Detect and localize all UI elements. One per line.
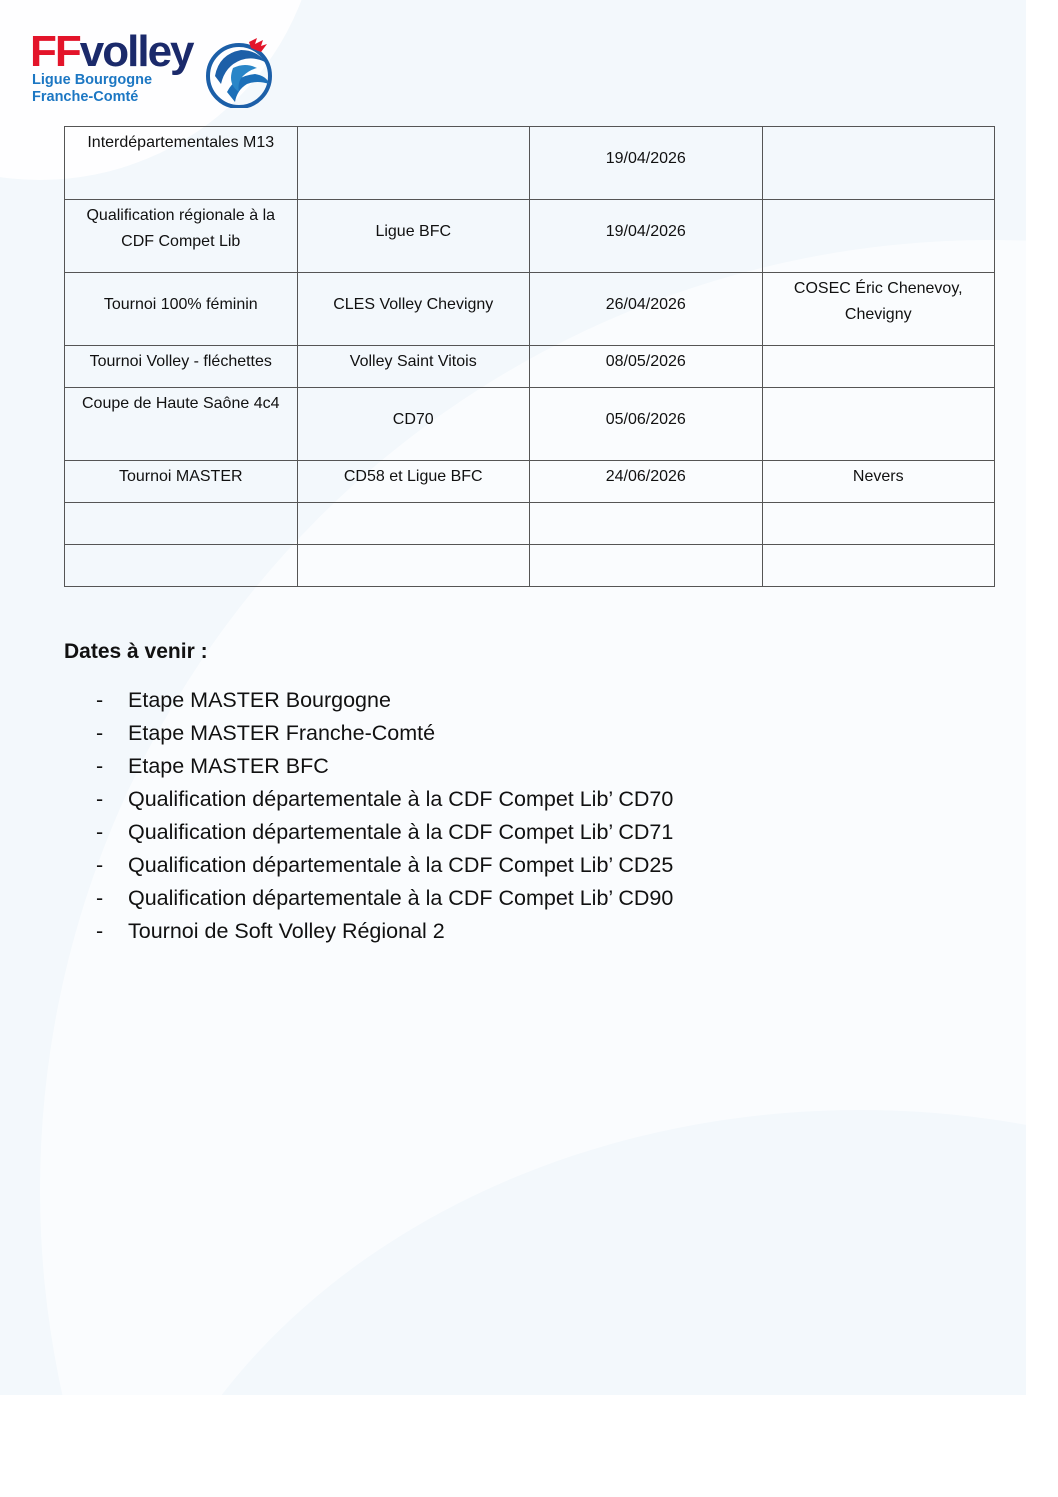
ffvolley-logo — [30, 27, 280, 110]
cell-organizer — [297, 503, 530, 545]
bullet-dash: - — [96, 754, 104, 778]
list-item-text: Etape MASTER Bourgogne — [128, 688, 391, 712]
table-row — [65, 503, 995, 545]
table-row — [65, 200, 995, 273]
logo-wordmark — [30, 27, 193, 76]
cell-date: 24/06/2026 — [530, 461, 763, 503]
table-row — [65, 127, 995, 200]
cell-date: 05/06/2026 — [530, 388, 763, 461]
list-item-text: Qualification départementale à la CDF Compet Lib’ CD71 — [128, 820, 674, 844]
bullet-dash: - — [96, 919, 104, 943]
logo-subtitle-line2: Franche-Comté — [32, 89, 139, 105]
cell-event: Coupe de Haute Saône 4c4 — [65, 388, 298, 461]
list-item — [96, 751, 673, 784]
list-item — [96, 718, 673, 751]
table-row — [65, 461, 995, 503]
list-item — [96, 850, 673, 883]
bullet-dash: - — [96, 820, 104, 844]
list-item-text: Qualification départementale à la CDF Compet Lib’ CD25 — [128, 853, 674, 877]
cell-date — [530, 503, 763, 545]
cell-date: 08/05/2026 — [530, 346, 763, 388]
cell-organizer — [297, 545, 530, 587]
cell-date — [530, 545, 763, 587]
rooster-volleyball-emblem-icon — [205, 32, 277, 108]
list-item-text: Etape MASTER Franche-Comté — [128, 721, 436, 745]
bullet-dash: - — [96, 688, 104, 712]
bullet-dash: - — [96, 721, 104, 745]
cell-location — [762, 388, 995, 461]
cell-event: Interdépartementales M13 — [65, 127, 298, 200]
cell-event — [65, 503, 298, 545]
cell-location — [762, 503, 995, 545]
cell-event: Qualification régionale à la CDF Compet Lib — [65, 200, 298, 273]
table-row — [65, 346, 995, 388]
cell-organizer: Ligue BFC — [297, 200, 530, 273]
logo-subtitle — [32, 72, 152, 106]
bullet-dash: - — [96, 853, 104, 877]
cell-location — [762, 545, 995, 587]
list-item-text: Qualification départementale à la CDF Compet Lib’ CD70 — [128, 787, 674, 811]
list-item — [96, 685, 673, 718]
list-item — [96, 784, 673, 817]
cell-location — [762, 346, 995, 388]
cell-date: 26/04/2026 — [530, 273, 763, 346]
cell-date: 19/04/2026 — [530, 200, 763, 273]
table-row — [65, 388, 995, 461]
logo-ff: FF — [30, 27, 80, 76]
list-item — [96, 817, 673, 850]
table-row — [65, 545, 995, 587]
bullet-dash: - — [96, 886, 104, 910]
events-table — [64, 126, 995, 587]
list-item — [96, 883, 673, 916]
logo-volley: volley — [79, 27, 193, 76]
list-item-text: Tournoi de Soft Volley Régional 2 — [128, 919, 445, 943]
cell-location — [762, 127, 995, 200]
table-row — [65, 273, 995, 346]
cell-date: 19/04/2026 — [530, 127, 763, 200]
cell-organizer: CLES Volley Chevigny — [297, 273, 530, 346]
upcoming-dates-list — [96, 685, 673, 949]
cell-location — [762, 200, 995, 273]
cell-event: Tournoi MASTER — [65, 461, 298, 503]
list-item-text: Etape MASTER BFC — [128, 754, 329, 778]
bullet-dash: - — [96, 787, 104, 811]
logo-subtitle-line1: Ligue Bourgogne — [32, 72, 153, 88]
list-item — [96, 916, 673, 949]
cell-event: Tournoi Volley - fléchettes — [65, 346, 298, 388]
cell-event — [65, 545, 298, 587]
list-item-text: Qualification départementale à la CDF Compet Lib’ CD90 — [128, 886, 674, 910]
cell-location: COSEC Éric Chenevoy, Chevigny — [762, 273, 995, 346]
cell-location: Nevers — [762, 461, 995, 503]
cell-organizer: Volley Saint Vitois — [297, 346, 530, 388]
cell-organizer — [297, 127, 530, 200]
cell-organizer: CD58 et Ligue BFC — [297, 461, 530, 503]
upcoming-dates-heading: Dates à venir : — [64, 640, 208, 663]
cell-event: Tournoi 100% féminin — [65, 273, 298, 346]
cell-organizer: CD70 — [297, 388, 530, 461]
